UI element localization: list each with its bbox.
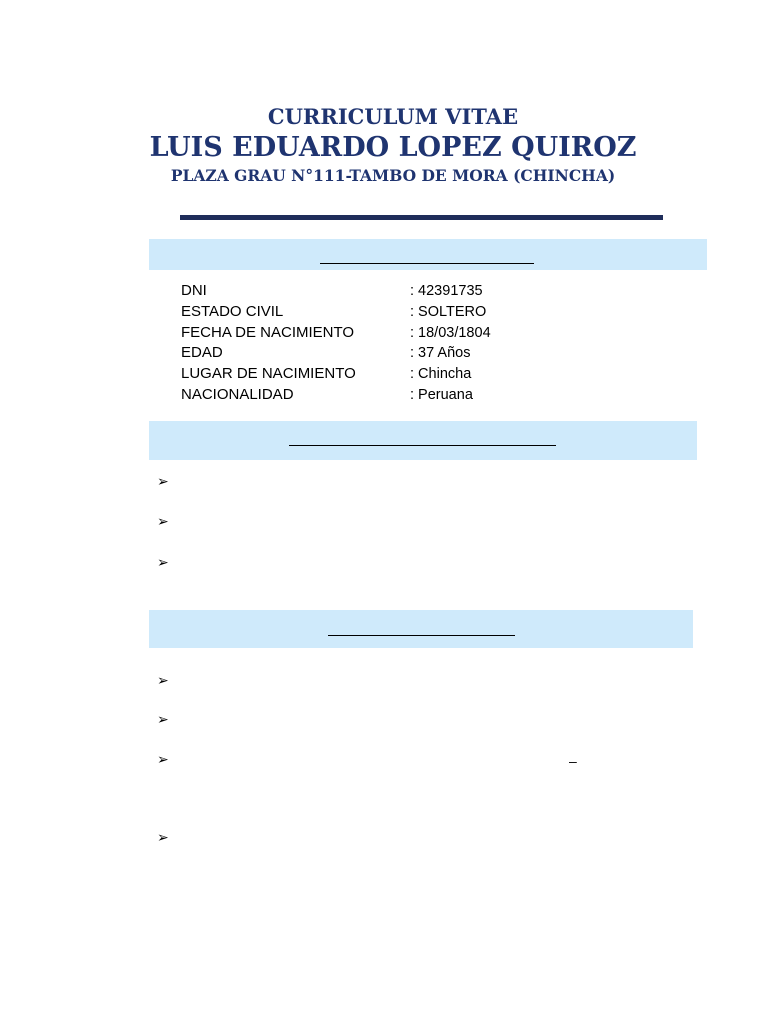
document-title: CURRICULUM VITAE xyxy=(267,104,519,129)
candidate-address: PLAZA GRAU N°111-TAMBO DE MORA (CHINCHA) xyxy=(170,166,616,185)
bullet-arrow-icon: ➢ xyxy=(157,672,169,688)
bullet-arrow-icon: ➢ xyxy=(157,751,169,767)
info-label: DNI xyxy=(181,282,207,299)
info-value: : 37 Años xyxy=(410,345,471,362)
info-value: : 18/03/1804 xyxy=(410,324,491,341)
section-heading-underline xyxy=(328,635,515,636)
section-band-3 xyxy=(149,610,693,648)
info-label: FECHA DE NACIMIENTO xyxy=(181,323,355,341)
bullet-arrow-icon: ➢ xyxy=(157,513,169,529)
candidate-name: LUIS EDUARDO LOPEZ QUIROZ xyxy=(149,132,637,163)
info-label: NACIONALIDAD xyxy=(181,385,294,403)
bullet-arrow-icon: ➢ xyxy=(157,554,169,570)
info-label: EDAD xyxy=(181,344,223,362)
section-heading-underline xyxy=(320,263,534,264)
section-band-personal-data xyxy=(149,239,707,270)
info-value: : Chincha xyxy=(410,366,472,383)
bullet-arrow-icon: ➢ xyxy=(157,829,169,845)
bullet-arrow-icon: ➢ xyxy=(157,473,169,489)
section-band-2 xyxy=(149,421,697,460)
header-rule xyxy=(180,215,663,220)
dash-mark: – xyxy=(569,753,577,769)
info-label: ESTADO CIVIL xyxy=(181,302,284,320)
section-heading-underline xyxy=(289,445,556,446)
info-value: : SOLTERO xyxy=(410,303,487,320)
info-label: LUGAR DE NACIMIENTO xyxy=(181,365,356,383)
info-value: : Peruana xyxy=(410,386,473,403)
bullet-arrow-icon: ➢ xyxy=(157,711,169,727)
info-value: : 42391735 xyxy=(410,283,483,299)
